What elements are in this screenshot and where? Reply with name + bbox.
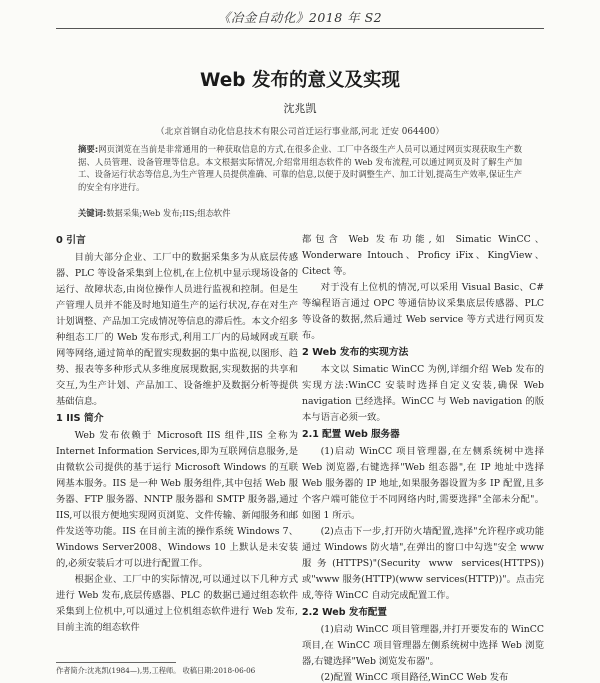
author-name: 沈兆凯 bbox=[283, 102, 317, 115]
keywords bbox=[78, 207, 522, 219]
abstract-label: 摘要: bbox=[78, 144, 99, 154]
subsection-heading-server: 2.1 配置 Web 服务器 bbox=[302, 429, 400, 440]
paragraph: (1)启动 WinCC 项目管理器,并打开要发布的 WinCC 项目,在 WinCC 项目管理器左侧系统树中选择 Web 浏览器,右键选择"Web 浏览发布器"。 bbox=[302, 624, 544, 667]
header-rule bbox=[56, 28, 544, 29]
paragraph: 本文以 Simatic WinCC 为例,详细介绍 Web 发布的实现方法:WinCC 安装时选择自定义安装,确保 Web navigation 已经选择。WinCC 与 Web navigation 的版本与语言必须一致。 bbox=[302, 364, 544, 423]
paragraph: (1)启动 WinCC 项目管理器,在左侧系统树中选择 Web 浏览器,右键选择"Web 组态器",在 IP 地址中选择 Web 服务器的 IP 地址,如果服务器设置为多 IP 配置,且多个客户端可能位于不同网络内时,需要选择"全部未分配"。如图 1 所示。 bbox=[302, 446, 544, 521]
right-column bbox=[302, 232, 544, 683]
paragraph: 目前大部分企业、工厂中的数据采集多为从底层传感器、PLC 等设备采集到上位机,在上位机中显示现场设备的运行、故障状态,由岗位操作人员进行监视和控制。但是生产管理人员并不能及时地知道生产的运行状况,存在对生产计划调整、产品加工完成情况等信息的滞后性。本文介绍多种组态工厂的 Web 发布形式,利用工厂内的局域网或互联网等网络,通过简单的配置实现数据的集中监视,以图形、趋势、报表等多种形式从多维度展现数据,实现数据的共享和交互,为生产计划、产品加工、设备维护及数据分析等提供基础信息。 bbox=[56, 252, 298, 407]
paragraph: (2)点击下一步,打开防火墙配置,选择"允许程序或功能通过 Windows 防火墙",在弹出的窗口中勾选"安全 www 服务(HTTPS)"(Security www services(HTTPS))或"www 服务(HTTP)(www services(HTTP))"。点击完成,等待 WinCC 自动完成配置工作。 bbox=[302, 526, 544, 601]
section-heading-iis: 1 IIS 简介 bbox=[56, 413, 104, 424]
paragraph: 对于没有上位机的情况,可以采用 Visual Basic、C#等编程语言通过 OPC 等通信协议采集底层传感器、PLC 等设备的数据,然后通过 Web service 等方式进行网页发布。 bbox=[302, 282, 544, 341]
article-title: Web 发布的意义及实现 bbox=[200, 70, 400, 91]
section-heading-intro: 0 引言 bbox=[56, 235, 86, 246]
paragraph: (2)配置 WinCC 项目路径,WinCC Web 发布 bbox=[320, 672, 509, 683]
footnote-rule bbox=[56, 662, 176, 663]
footnote: 作者简介:沈兆凯(1984—),男,工程师。 收稿日期:2018-06-06 bbox=[56, 666, 256, 675]
keywords-label: 关键词: bbox=[78, 208, 107, 218]
paragraph: 根据企业、工厂中的实际情况,可以通过以下几种方式进行 Web 发布,底层传感器、PLC 的数据已通过组态软件采集到上位机中,可以通过上位机组态软件进行 Web 发布,目前主流的组态软件 bbox=[56, 574, 298, 633]
left-column bbox=[56, 232, 298, 636]
section-heading-method: 2 Web 发布的实现方法 bbox=[302, 347, 409, 358]
affiliation: （北京首钢自动化信息技术有限公司首迁运行事业部,河北 迁安 064400） bbox=[155, 127, 445, 137]
journal-header: 《冶金自动化》2018 年 S2 bbox=[217, 10, 383, 25]
abstract-text: 网页浏览在当前是非常通用的一种获取信息的方式,在很多企业、工厂中各级生产人员可以通过网页实现获取生产数据、人员管理、设备管理等信息。本文根据实际情况,介绍常用组态软件的 Web 发布流程,可以通过网页及时了解生产加工、设备运行状态等信息,为生产管理人员提供准确、可靠的信息,以便于及时调整生产、加工计划,提高生产效率,保证生产的安全有序进行。 bbox=[78, 144, 522, 192]
subsection-heading-publish: 2.2 Web 发布配置 bbox=[302, 607, 387, 618]
keywords-text: 数据采集;Web 发布;IIS;组态软件 bbox=[106, 208, 231, 218]
paragraph: Web 发布依赖于 Microsoft IIS 组件,IIS 全称为 Internet Information Services,即为互联网信息服务,是由微软公司提供的基于运行 Microsoft Windows 的互联网基本服务。IIS 是一种 Web 服务组件,其中包括 Web 服务器、FTP 服务器、NNTP 服务器和 SMTP 服务器,通过 IIS,可以很方便地实现网页浏览、文件传输、新闻服务和邮件发送等功能。IIS 在目前主流的操作系统 Windows 7、Windows Server2008、Windows 10 上默认是未安装的,必须安装后才可以进行配置工作。 bbox=[56, 430, 298, 569]
paragraph: 都包含 Web 发布功能,如 Simatic WinCC、Wonderware Intouch、Proficy iFix、KingView、Citect 等。 bbox=[302, 234, 544, 277]
abstract bbox=[78, 143, 522, 193]
